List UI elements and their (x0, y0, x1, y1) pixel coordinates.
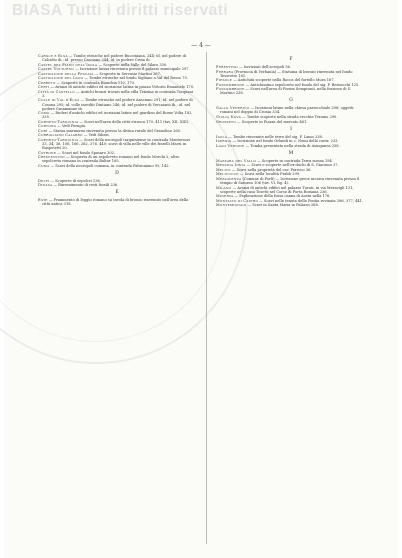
e-entries-list (38, 198, 196, 206)
entry-description: — Scoperte in contrada Bianchia 110, 170. (55, 80, 136, 85)
entry-description: — Scoperte in contrada Terra mossa 194. (256, 158, 333, 163)
index-entry (38, 138, 196, 150)
index-entry (216, 163, 366, 167)
entry-place-name: Minerva (216, 194, 234, 199)
index-entry (216, 120, 366, 124)
entry-place-name: Ferrara (216, 69, 234, 74)
entry-description: — Esplorazione della fossa canna di Aosta nella 176. (233, 194, 331, 199)
entry-description: — Scavi e scoperte nell'ex-duchi di S. Giacomo 37. (245, 163, 339, 168)
entry-place-name: Mezzavenza (216, 177, 242, 182)
entry-description: — Scoperte nella Valle del Silaro 330. (97, 62, 168, 67)
index-entry (216, 139, 366, 143)
entry-place-name: Corrigliano Calabro (38, 133, 83, 138)
entry-place-name: Castel Volturno (38, 67, 74, 72)
entry-description: — Scoperte in Piazza del mercato 461. (235, 119, 308, 124)
entry-description: — Vedi Perugia. (56, 124, 87, 129)
index-entry (38, 120, 196, 124)
entry-place-name: Ferentino (216, 65, 238, 70)
entry-description: — Iscrizioni latine nella chiesa parrocchiale 298; oggetti romani nel doppio di Cronia 334. (220, 106, 354, 115)
entry-place-name: Cotrone (38, 150, 57, 155)
index-entry (216, 194, 366, 198)
section-letter-g: G (289, 98, 293, 104)
index-entry (216, 168, 366, 172)
entry-description: — Ruderi d'antichi edifici ed iscrizioni latine nel giardino del Rome Volta 182, 335. (42, 111, 193, 120)
entry-place-name: Certi (38, 85, 50, 90)
entry-place-name: Castiglione del Lago (38, 76, 84, 81)
index-entry (38, 98, 196, 110)
entry-place-name: Corneto-Tarquinia (38, 137, 79, 142)
column-divider (206, 52, 207, 544)
entry-place-name: Cortona (38, 124, 57, 129)
index-entry (216, 83, 366, 87)
entry-place-name: Como (38, 111, 50, 116)
entry-description: — Scavi nella località Frabb 299. (238, 172, 301, 177)
entry-place-name: Castel del Piano nell'Isola (38, 62, 98, 67)
index-entry (38, 124, 196, 128)
index-entry (38, 155, 196, 163)
entry-description: — Tombe etrusche nel podere Bucciniana, 244; id. nel podere di Calcidio ib.; id. presso Casciano 244; id. in podere Crina ib. (42, 54, 187, 63)
entry-description: — Statua marmorea rinvenuta presso la divina rurale del Granolino 260. (47, 128, 182, 133)
index-entry (216, 159, 366, 163)
left-entries-list (38, 54, 196, 168)
i-entries-list (216, 135, 366, 148)
entry-place-name: Fossombrone (216, 87, 245, 92)
entry-description: — Scoperte in Servasio Martini 267. (93, 71, 162, 76)
entry-description: — Tombe etrusche nel fondo Sigliano a Val del Rosso 75. (83, 76, 188, 81)
entry-place-name: Mazzara del Vallo (216, 158, 257, 163)
entry-place-name: Cerreto (38, 80, 56, 85)
entry-description: — Scavi nella proprietà del cav. Parroco 36. (230, 167, 312, 172)
entry-place-name: Delfi (38, 178, 50, 183)
watermark-text: BIASA Tutti i diritti riservati (12, 2, 229, 19)
entry-place-name: Isernia (216, 139, 232, 144)
entry-description: — Scavi in Santa Maria in Palazzo 268. (246, 203, 319, 208)
entry-description: — Antichissimo sepolcreto nel fondo del sig. F. Bernacchi 125. (244, 82, 360, 87)
entry-description: — Scoperte di sepolcri 136. (49, 178, 101, 183)
entry-place-name: Gallo Venerico (216, 106, 250, 111)
index-entry (216, 78, 366, 82)
index-entry (216, 203, 366, 207)
entry-place-name: Colle di Val d'Elsa (38, 98, 80, 103)
entry-place-name: Città di Castello (38, 89, 75, 94)
entry-description: — Scavi nella tenuta della Pontia rovinata 286, 377, 441. (258, 198, 364, 203)
entry-place-name: Fossombrone (216, 82, 245, 87)
entry-description: — Vedi Sibari. (82, 133, 110, 138)
entry-description: — Tombe scoperte nella strada vecchia Teramo 290. (240, 115, 338, 120)
index-entry (38, 90, 196, 98)
entry-description: — Iscrizione nel fondo Orlandi in c. Nemi della contr. 233. (231, 139, 339, 144)
entry-description: — Antichità scoperte nella Rocca del fortello Mura 167. (231, 78, 335, 83)
index-entry (38, 54, 196, 62)
page-number: — 4 — (191, 42, 211, 49)
entry-place-name: Messina Ionia (216, 163, 246, 168)
entry-place-name: Este (38, 198, 48, 203)
entry-place-name: Fiesole (216, 78, 232, 83)
entry-place-name: Castiglione della Pescaia (38, 71, 94, 76)
index-entry (38, 183, 196, 187)
index-entry (38, 85, 196, 89)
index-entry (216, 87, 366, 95)
entry-place-name: Grosseto (216, 119, 236, 124)
section-letter-m: M (288, 150, 294, 156)
m-entries-list (216, 159, 366, 208)
entry-place-name: Carole e Elsa (38, 54, 68, 58)
entry-description: (Provincia di Verbania) — Statuina di bronzo rinvenuta nel fondo Tesoretto 161. (220, 69, 353, 78)
index-entry (38, 133, 196, 137)
index-entry (38, 111, 196, 119)
index-entry (38, 63, 196, 67)
index-entry (38, 151, 196, 155)
entry-place-name: Montemignaio (216, 203, 247, 208)
entry-place-name: Melito (216, 167, 231, 172)
index-entry (38, 67, 196, 71)
index-entry (38, 164, 196, 168)
entry-place-name: Lago Vergine (216, 143, 245, 148)
entry-place-name: Giulia Nova (216, 115, 241, 120)
index-entry (38, 76, 196, 80)
section-letter-i: I (290, 126, 292, 132)
index-entry (38, 129, 196, 133)
index-entry (216, 199, 366, 203)
g-entries-list (216, 106, 366, 123)
entry-description: — Scavi nell'area di Forum Sempronii, nella frazione di S. Martino 238. (220, 87, 352, 96)
entry-description: — Tombe rinvenute nelle terre del sig. F. Lamo 238. (227, 134, 323, 139)
index-entry (216, 172, 366, 176)
entry-place-name: Dinasa (38, 183, 53, 188)
entry-description: — Rinvenimento di resti fossili 236. (52, 183, 119, 188)
section-letter-d: D (115, 170, 119, 176)
d-entries-list (38, 179, 196, 188)
index-entry (216, 144, 366, 148)
entry-description: (Comune di Forlì) — Iscrizione greca arcaica rinvenuta presso il tempio di Saturno 106 (tav. VI, fig. 4). (220, 177, 360, 186)
section-letter-e: E (115, 190, 119, 196)
entry-description: — Tomba presentata nella strada di Asinganea 258. (244, 143, 340, 148)
index-entry (216, 70, 366, 78)
entry-place-name: Milano (216, 185, 232, 190)
entry-place-name: Melicucco (216, 172, 239, 177)
entry-description: — Avanzi di antichi edifici nel palazzo Turati, in via Meravigli 131; scoperte nella casa Tosetti nel Corso di Porta Romana 236. (220, 185, 354, 194)
index-entry (38, 81, 196, 85)
entry-place-name: Isola (216, 134, 228, 139)
index-entry (38, 198, 196, 206)
index-entry (216, 135, 366, 139)
entry-description: — Iscrizioni dell'acropoli 56. (237, 65, 292, 70)
entry-description: — Scoperta di un sepolcreto romano nel fondo Morchi 2; altro sepolcreto romano in contrada Baltur 165. (42, 155, 180, 164)
entry-description: — Antichi bronzi trovati nella villa Tenzina in contrada Torquani 3. (42, 89, 194, 98)
index-entry (216, 106, 366, 114)
entry-description: — Frammento di leggio romano su tavola di bronzo rinvenuto nell'area della città antica 318. (42, 198, 189, 207)
entry-description: — Scavi nell'area della città etrusca 170, 411 (tav. XII, XIII). (78, 119, 190, 124)
index-entry (38, 179, 196, 183)
right-column (216, 54, 366, 208)
index-entry (216, 186, 366, 194)
index-entry (216, 177, 366, 185)
entry-description: — Scavi della necropoli tarquiniense in contrada Monterozzi 33, 34, 36, 106, 166, 262, 376, 440; scavi di villa nelle ville dei fratelli Marzi in Ruspotetti 20. (42, 137, 190, 150)
entry-place-name: Cuma (38, 163, 50, 168)
index-entry (216, 115, 366, 119)
index-entry (216, 65, 366, 69)
entry-description: — Scavi nel fondo Spasaro 302. (56, 150, 116, 155)
entry-place-name: Corneto-Tarquinia (38, 119, 79, 124)
entry-place-name: Crescentino (38, 155, 65, 160)
entry-description: — Tombe etrusche nel podere Ansciano 291; id. nel podere di Cosona 295; id. colle insediti Dintiano 246; id. nel podere di Vercaiano ib.; id. nel podere Gasamanne ib. (42, 98, 193, 111)
f-entries-list (216, 65, 366, 95)
section-letter-f: F (289, 57, 293, 62)
left-column (38, 54, 196, 207)
entry-place-name: Montalto di Castro (216, 198, 259, 203)
entry-place-name: Cori (38, 128, 48, 133)
entry-description: — Scavi della necropoli cumana, in contrada Fabroniano 95, 142. (49, 163, 170, 168)
entry-description: — Avanzi di antichi edifici ed iscrizione latina in piazza Vittorio Emanuele 170. (49, 85, 195, 90)
entry-description: — Iscrizione latina rinvenuta presso il palazzo municipale 297. (73, 67, 190, 72)
index-entry (38, 72, 196, 76)
